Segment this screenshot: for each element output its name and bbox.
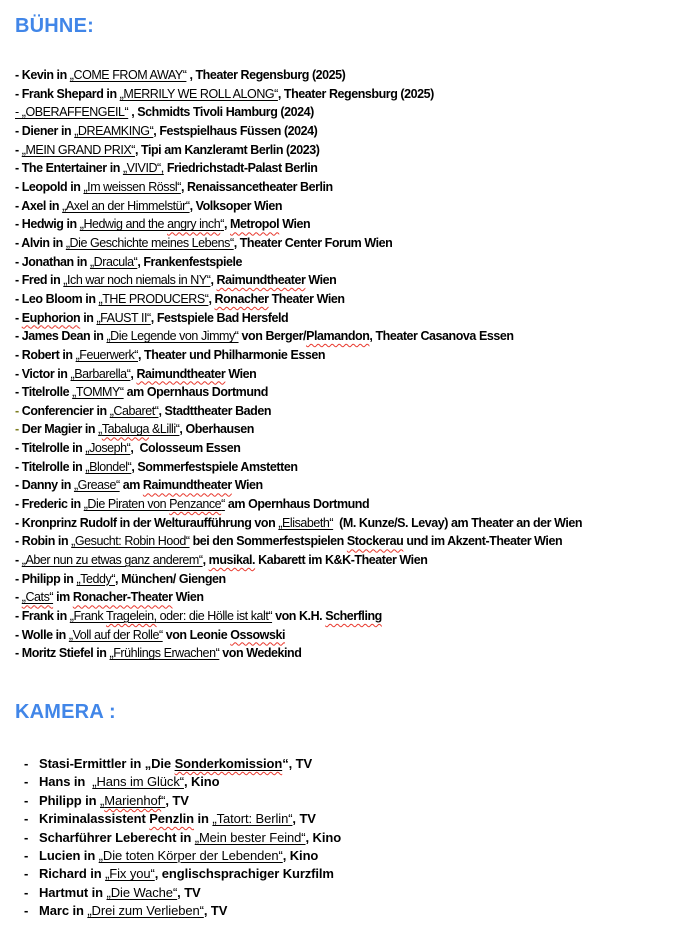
text-segment: Der Magier in: [21, 422, 99, 437]
text-segment: , Frankenfestspiele: [137, 254, 243, 269]
text-segment: , Theater Center Forum Wien: [233, 235, 393, 250]
text-segment: von K.H.: [272, 609, 326, 624]
text-segment: „Joseph“: [85, 441, 131, 456]
text-segment: , München/ Giengen: [115, 571, 226, 586]
list-dash: -: [24, 792, 29, 808]
text-segment: Ossowski: [230, 627, 285, 642]
text-segment: „Die Legende von Jimmy“: [106, 329, 239, 344]
stage-credit-item: [15, 551, 691, 570]
spellcheck-squiggle: Tabaluga: [101, 422, 149, 437]
text-segment: ,: [223, 217, 231, 232]
section-buehne: [15, 14, 691, 663]
text-segment: Marc in: [39, 903, 88, 919]
text-segment: „Hedwig and the: [79, 217, 168, 232]
text-segment: [167, 217, 220, 231]
text-segment: [102, 422, 149, 436]
text-segment: am Opernhaus Dortmund: [224, 497, 370, 512]
list-dash: -: [24, 811, 29, 827]
text-segment: „Dracula“: [89, 254, 138, 269]
text-segment: -: [15, 553, 22, 568]
text-segment: ,: [130, 366, 137, 381]
text-segment: „THE PRODUCERS“: [98, 291, 209, 306]
text-segment: im: [53, 590, 73, 605]
stage-credit-item: [15, 588, 691, 607]
text-segment: (M. Kunze/S. Levay) am Theater an der Wien: [333, 515, 583, 530]
camera-credit-item: [15, 902, 691, 920]
text-segment: , Schmidts Tivoli Hamburg (2024): [128, 105, 314, 120]
text-segment: „TOMMY“: [72, 385, 124, 400]
text-segment: , Tipi am Kanzleramt Berlin (2023): [134, 142, 320, 157]
text-segment: - Danny in: [15, 478, 74, 493]
text-segment: Raimundtheater: [216, 273, 306, 288]
camera-credit-item: [15, 792, 691, 810]
section-heading-buehne: BÜHNE:: [15, 15, 94, 37]
text-segment: von Berger/: [238, 329, 307, 344]
stage-credit-item: [15, 290, 691, 309]
text-segment: „Die Wache“: [106, 884, 178, 900]
list-dash: -: [24, 866, 29, 882]
text-segment: Kriminalassistent: [39, 811, 150, 827]
stage-credit-item: [15, 309, 691, 328]
text-segment: „Barbarella“: [70, 366, 131, 381]
stage-credit-item: [15, 85, 691, 104]
text-segment: - Frederic in: [15, 497, 84, 512]
list-dash: -: [24, 756, 29, 771]
text-segment: Stockerau: [346, 534, 404, 549]
text-segment: „Frank: [69, 609, 106, 624]
text-segment: „Teddy“: [76, 571, 116, 586]
text-segment: [175, 756, 283, 771]
stage-credit-item: [15, 122, 691, 141]
text-segment: - Philipp in: [15, 571, 77, 586]
spellcheck-squiggle: Penzance: [169, 497, 222, 512]
text-segment: „Ich war noch niemals in NY“: [63, 273, 211, 288]
camera-credit-item: [15, 847, 691, 865]
text-segment: - Kronprinz Rudolf in der Welturaufführung von: [15, 515, 279, 530]
text-segment: „Blondel“: [85, 459, 132, 474]
text-segment: ,: [210, 273, 217, 288]
text-segment: „Aber nun zu etwas ganz anderem“: [21, 553, 203, 568]
text-segment: , TV: [203, 903, 228, 919]
stage-credit-item: [15, 420, 691, 439]
text-segment: Wien: [305, 273, 337, 288]
text-segment: -: [15, 590, 22, 605]
camera-credits-list: [15, 755, 691, 921]
text-segment: oder: die Hölle ist kalt“: [156, 609, 273, 624]
stage-credit-item: [15, 383, 691, 402]
stage-credit-item: [15, 197, 691, 216]
text-segment: „Elisabeth“: [278, 515, 334, 530]
text-segment: „Gesucht: Robin Hood“: [71, 534, 190, 549]
text-segment: “: [221, 497, 225, 512]
stage-credit-item: [15, 476, 691, 495]
text-segment: , Kino: [282, 848, 319, 864]
text-segment: [104, 793, 161, 808]
text-segment: und im Akzent-Theater Wien: [403, 534, 563, 549]
text-segment: , Theater und Philharmonie Essen: [138, 347, 326, 362]
text-segment: Stasi-Ermittler in „Die: [39, 756, 175, 771]
text-segment: “: [161, 792, 166, 808]
text-segment: Raimundtheater: [136, 366, 226, 381]
text-segment: in: [80, 310, 97, 325]
text-segment: „MERRILY WE ROLL ALONG“: [119, 86, 278, 101]
text-segment: , TV: [177, 884, 201, 900]
text-segment: am: [119, 478, 143, 493]
text-segment: -: [15, 310, 22, 325]
text-segment: musikal.: [208, 553, 256, 568]
text-segment: , Kino: [305, 829, 342, 845]
text-segment: , Sommerfestspiele Amstetten: [131, 459, 298, 474]
spellcheck-squiggle: angry inch: [167, 217, 221, 232]
text-segment: Wien: [172, 590, 204, 605]
text-segment: , Theater Casanova Essen: [369, 329, 514, 344]
stage-credit-item: [15, 402, 691, 421]
text-segment: - The Entertainer in: [15, 161, 123, 176]
text-segment: , englischsprachiger Kurzfilm: [154, 866, 334, 882]
text-segment: Wien: [279, 217, 311, 232]
text-segment: Wien: [225, 366, 257, 381]
spellcheck-squiggle: Tragelein,: [106, 609, 157, 624]
text-segment: - James Dean in: [15, 329, 107, 344]
list-dash: -: [24, 774, 29, 790]
text-segment: bei den Sommerfestspielen: [189, 534, 347, 549]
stage-credit-item: [15, 439, 691, 458]
spellcheck-squiggle: Sonderkomission: [174, 756, 283, 771]
stage-credit-item: [15, 178, 691, 197]
camera-credit-item: [15, 755, 691, 773]
stage-credit-item: [15, 234, 691, 253]
camera-credit-item: [15, 884, 691, 902]
camera-credit-item: [15, 773, 691, 791]
stage-credit-item: [15, 495, 691, 514]
text-segment: - Moritz Stiefel in: [15, 646, 110, 661]
text-segment: in: [194, 811, 213, 827]
stage-credit-item: [15, 514, 691, 533]
text-segment: von Leonie: [162, 627, 231, 642]
stage-credit-item: [15, 66, 691, 85]
text-segment: - Jonathan in: [15, 254, 90, 269]
stage-credit-item: [15, 103, 691, 122]
text-segment: „Feuerwerk“: [75, 347, 138, 362]
text-segment: - „OBERAFFENGEIL“: [15, 105, 129, 120]
text-segment: , Volksoper Wien: [189, 198, 283, 213]
text-segment: - Alvin in: [15, 235, 66, 250]
text-segment: „Mein bester Feind“: [194, 829, 306, 845]
text-segment: Richard in: [39, 866, 106, 882]
stage-credit-item: [15, 271, 691, 290]
text-segment: [106, 609, 157, 623]
text-segment: - Titelrolle: [15, 385, 73, 400]
text-segment: ,: [202, 553, 209, 568]
text-segment: „Axel an der Himmelstür“: [62, 198, 190, 213]
text-segment: Raimundtheater: [142, 478, 232, 493]
stage-credit-item: [15, 141, 691, 160]
text-segment: „Grease“: [73, 478, 120, 493]
text-segment: „COME FROM AWAY“: [69, 68, 187, 82]
text-segment: , TV: [165, 792, 189, 808]
text-segment: Euphorion: [21, 310, 81, 325]
text-segment: - Leo Bloom in: [15, 291, 99, 306]
text-segment: - Leopold in: [15, 179, 84, 194]
text-segment: “: [220, 217, 224, 232]
text-segment: , TV: [292, 811, 316, 827]
text-segment: - Frank in: [15, 609, 70, 624]
stage-credit-item: [15, 644, 691, 663]
text-segment: -: [15, 403, 22, 418]
text-segment: -: [15, 422, 22, 437]
text-segment: - Victor in: [15, 366, 71, 381]
text-segment: ,: [208, 291, 215, 306]
text-segment: Penzlin: [149, 811, 194, 827]
text-segment: am Opernhaus Dortmund: [123, 385, 268, 400]
text-segment: -: [15, 142, 22, 157]
text-segment: - Robert in: [15, 347, 76, 362]
list-dash: -: [24, 903, 29, 919]
text-segment: - Kevin in: [15, 68, 70, 82]
text-segment: - Hedwig in: [15, 217, 80, 232]
text-segment: „Fix you“: [105, 866, 155, 882]
list-dash: -: [24, 848, 29, 864]
text-segment: „Frühlings Erwachen“: [109, 646, 220, 661]
text-segment: von Wedekind: [219, 646, 302, 661]
text-segment: Theater Wien: [268, 291, 345, 306]
text-segment: „FAUST II“: [96, 310, 151, 325]
text-segment: - Titelrolle in: [15, 441, 86, 456]
text-segment: „MEIN GRAND PRIX“: [21, 142, 135, 157]
stage-credit-item: [15, 458, 691, 477]
stage-credit-item: [15, 215, 691, 234]
stage-credit-item: [15, 327, 691, 346]
text-segment: „Im weissen Rössl“: [83, 179, 181, 194]
stage-credit-item: [15, 626, 691, 645]
text-segment: - Titelrolle in: [15, 459, 86, 474]
text-segment: „Hans im Glück“: [92, 774, 184, 790]
text-segment: „Die toten Körper der Lebenden“: [98, 848, 283, 864]
stage-credit-item: [15, 570, 691, 589]
text-segment: , Colosseum Essen: [130, 441, 241, 456]
text-segment: , Theater Regensburg (2025): [277, 86, 434, 101]
stage-credit-item: [15, 607, 691, 626]
text-segment: „Die Geschichte meines Lebens“: [65, 235, 234, 250]
text-segment: Hans in: [39, 774, 93, 790]
camera-credit-item: [15, 810, 691, 828]
section-heading-kamera: KAMERA :: [15, 701, 116, 723]
text-segment: &Lilli“: [148, 422, 180, 437]
text-segment: Philipp in: [39, 792, 101, 808]
text-segment: „Die Piraten von: [83, 497, 170, 512]
text-segment: Kabarett im K&K-Theater Wien: [255, 553, 428, 568]
stage-credit-item: [15, 159, 691, 178]
spellcheck-squiggle: „Cats“: [21, 590, 54, 605]
text-segment: „Drei zum Verlieben“: [87, 903, 204, 919]
text-segment: - Diener in: [15, 123, 75, 138]
section-kamera: [15, 700, 691, 921]
text-segment: , Festspiele Bad Hersfeld: [150, 310, 289, 325]
text-segment: Metropol: [230, 217, 280, 232]
text-segment: „VIVID“,: [122, 161, 164, 176]
text-segment: „Tatort: Berlin“: [212, 811, 293, 827]
text-segment: Scharführer Leberecht in: [39, 829, 195, 845]
text-segment: - Wolle in: [15, 627, 69, 642]
text-segment: Ronacher: [214, 291, 269, 306]
spellcheck-squiggle: Marienhof: [104, 792, 162, 808]
text-segment: Hartmut in: [39, 884, 107, 900]
text-segment: „: [98, 422, 102, 437]
camera-credit-item: [15, 829, 691, 847]
list-dash: -: [24, 829, 29, 845]
text-segment: „: [100, 792, 105, 808]
text-segment: , Oberhausen: [179, 422, 254, 437]
text-segment: , Theater Regensburg (2025): [186, 68, 346, 82]
text-segment: - Frank Shepard in: [15, 86, 120, 101]
text-segment: , Festspielhaus Füssen (2024): [153, 123, 318, 138]
text-segment: - Axel in: [15, 198, 63, 213]
stage-credit-item: [15, 346, 691, 365]
text-segment: Plamandon: [306, 329, 370, 344]
text-segment: Wien: [231, 478, 263, 493]
camera-credit-item: [15, 865, 691, 883]
text-segment: Friedrichstadt-Palast Berlin: [163, 161, 318, 176]
text-segment: Lucien in: [39, 848, 99, 864]
stage-credit-item: [15, 532, 691, 551]
text-segment: , Renaissancetheater Berlin: [180, 179, 333, 194]
text-segment: “, TV: [282, 756, 313, 771]
text-segment: - Fred in: [15, 273, 64, 288]
text-segment: [22, 590, 53, 604]
text-segment: - Robin in: [15, 534, 72, 549]
text-segment: [169, 497, 221, 511]
text-segment: Conferencier in: [21, 403, 110, 418]
text-segment: Ronacher-Theater: [72, 590, 173, 605]
text-segment: „Cabaret“: [109, 403, 159, 418]
stage-credit-item: [15, 365, 691, 384]
text-segment: „DREAMKING“: [74, 123, 154, 138]
text-segment: , Kino: [183, 774, 220, 790]
text-segment: Scherfling: [325, 609, 382, 624]
stage-credit-item: [15, 253, 691, 272]
list-dash: -: [24, 884, 29, 900]
text-segment: „Voll auf der Rolle“: [68, 627, 163, 642]
stage-credits-list: [15, 66, 691, 663]
text-segment: , Stadttheater Baden: [158, 403, 272, 418]
